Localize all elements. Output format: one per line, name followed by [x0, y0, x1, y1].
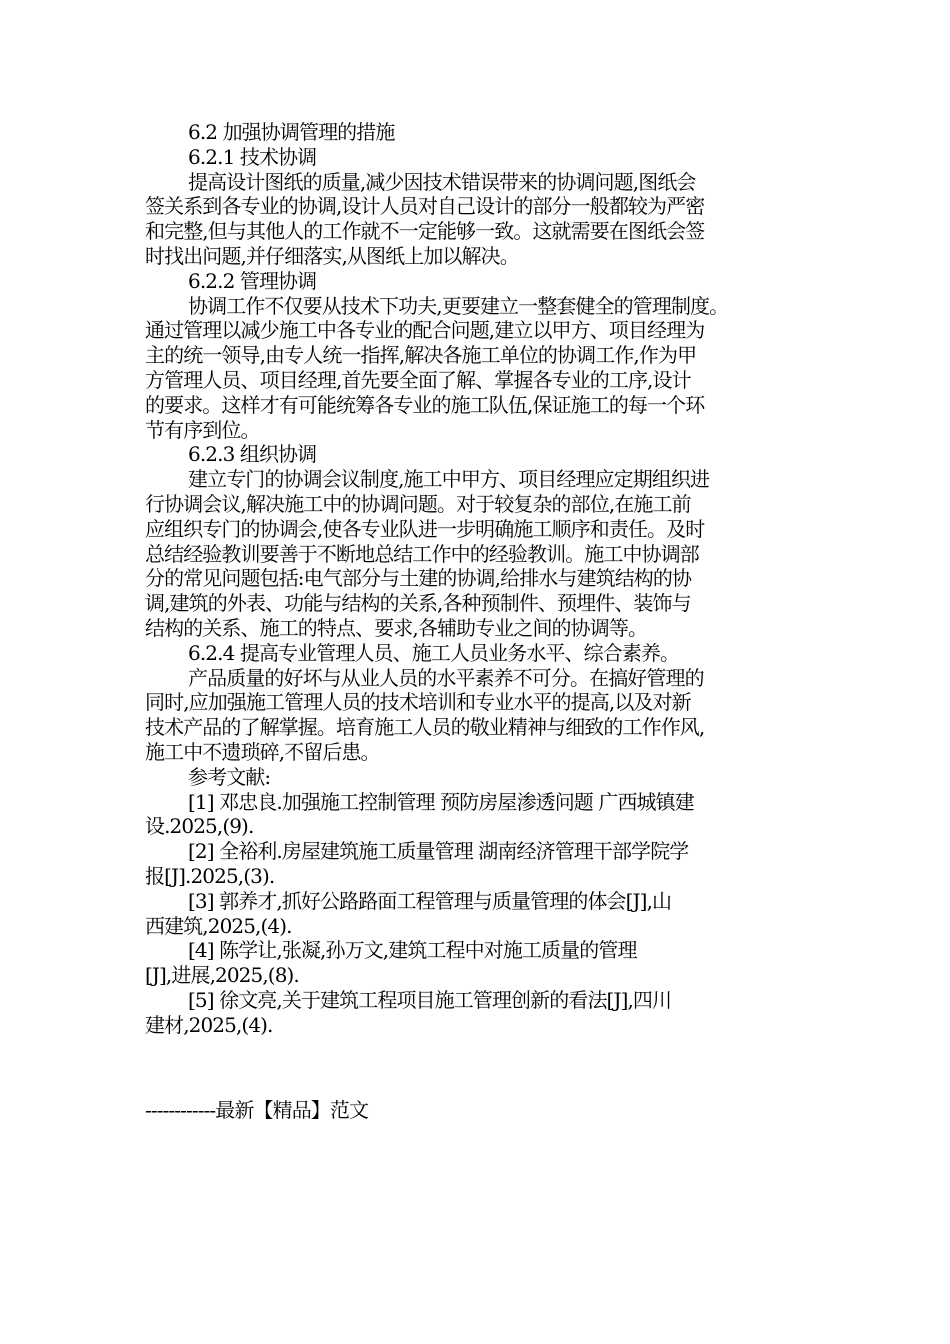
reference-line: 设.2025,(9). — [145, 814, 254, 839]
paragraph-line: 结构的关系、施工的特点、要求,各辅助专业之间的协调等。 — [145, 615, 648, 640]
section-heading: 6.2 加强协调管理的措施 — [188, 120, 395, 144]
paragraph-line: 应组织专门的协调会,使各专业队进一步明确施工顺序和责任。及时 — [145, 516, 705, 541]
paragraph-line: 行协调会议,解决施工中的协调问题。对于较复杂的部位,在施工前 — [145, 491, 691, 516]
reference-line: 西建筑,2025,(4). — [145, 913, 292, 938]
paragraph-line: 时找出问题,并仔细落实,从图纸上加以解决。 — [145, 243, 519, 268]
paragraph-line: 方管理人员、项目经理,首先要全面了解、掌握各专业的工序,设计 — [145, 367, 691, 392]
paragraph-line: 施工中不遗琐碎,不留后患。 — [145, 739, 380, 764]
paragraph-line: 主的统一领导,由专人统一指挥,解决各施工单位的协调工作,作为甲 — [145, 343, 697, 368]
paragraph-line: 技术产品的了解掌握。培育施工人员的敬业精神与细致的工作作风, — [145, 715, 705, 740]
paragraph-line: 签关系到各专业的协调,设计人员对自己设计的部分一般都较为严密 — [145, 194, 705, 219]
reference-line: 建材,2025,(4). — [145, 1012, 273, 1037]
reference-line: [2] 全裕利.房屋建筑施工质量管理 湖南经济管理干部学院学 — [188, 839, 689, 864]
paragraph-line: 建立专门的协调会议制度,施工中甲方、项目经理应定期组织进 — [188, 467, 710, 492]
paragraph-line: 节有序到位。 — [145, 417, 260, 442]
paragraph-line: 通过管理以减少施工中各专业的配合问题,建立以甲方、项目经理为 — [145, 318, 705, 343]
reference-line: [5] 徐文亮,关于建筑工程项目施工管理创新的看法[J],四川 — [188, 987, 672, 1012]
reference-line: [J],进展,2025,(8). — [145, 963, 299, 988]
paragraph-line: 的要求。这样才有可能统筹各专业的施工队伍,保证施工的每一个环 — [145, 392, 705, 417]
paragraph-line: 同时,应加强施工管理人员的技术培训和专业水平的提高,以及对新 — [145, 690, 691, 715]
subsection-heading: 6.2.3 组织协调 — [188, 442, 317, 467]
paragraph-line: 分的常见问题包括:电气部分与土建的协调,给排水与建筑结构的协 — [145, 566, 692, 591]
paragraph-line: 总结经验教训要善于不断地总结工作中的经验教训。施工中协调部 — [145, 541, 699, 566]
paragraph-line: 调,建筑的外表、功能与结构的关系,各种预制件、预埋件、装饰与 — [145, 591, 691, 616]
document-body — [145, 120, 810, 1037]
paragraph-line: 和完整,但与其他人的工作就不一定能够一致。这就需要在图纸会签 — [145, 219, 705, 244]
reference-line: 报[J].2025,(3). — [145, 863, 275, 888]
paragraph-line: 产品质量的好坏与从业人员的水平素养不可分。在搞好管理的 — [188, 665, 704, 690]
subsection-heading: 6.2.2 管理协调 — [188, 268, 317, 293]
reference-line: [4] 陈学让,张凝,孙万文,建筑工程中对施工质量的管理 — [188, 938, 637, 963]
references-heading: 参考文献: — [188, 764, 271, 789]
subsection-heading: 6.2.4 提高专业管理人员、施工人员业务水平、综合素养。 — [188, 640, 680, 665]
paragraph-line: 协调工作不仅要从技术下功夫,更要建立一整套健全的管理制度。 — [188, 293, 729, 318]
subsection-heading: 6.2.1 技术协调 — [188, 144, 317, 169]
reference-line: [3] 郭养才,抓好公路路面工程管理与质量管理的体会[J],山 — [188, 888, 672, 913]
reference-line: [1] 邓忠良.加强施工控制管理 预防房屋渗透问题 广西城镇建 — [188, 789, 694, 814]
page-footer: ------------最新【精品】范文 — [145, 1098, 369, 1122]
paragraph-line: 提高设计图纸的质量,减少因技术错误带来的协调问题,图纸会 — [188, 169, 696, 194]
